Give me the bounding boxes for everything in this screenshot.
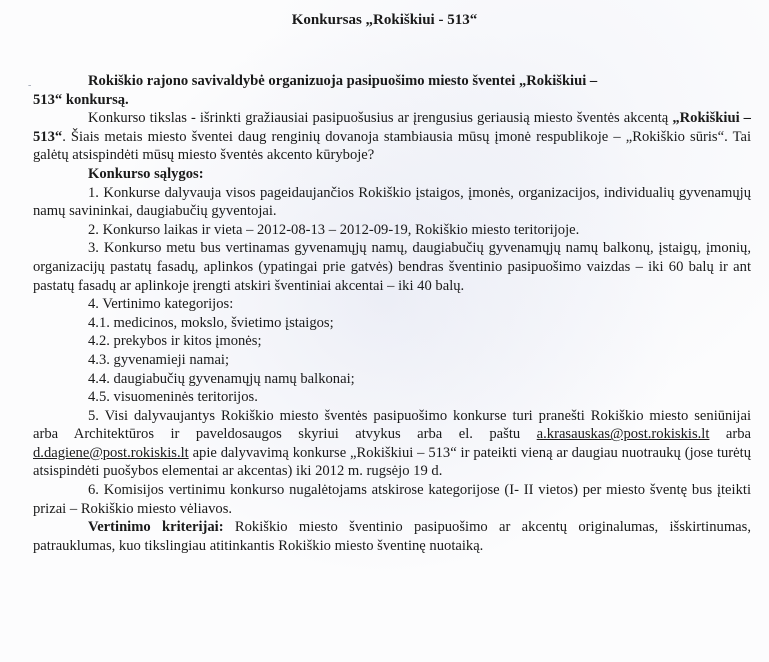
category-item: 4.5. visuomeninės teritorijos.	[88, 389, 258, 406]
purpose-paragraph	[33, 109, 751, 165]
condition-6: 6. Komisijos vertinimu konkurso nugalėtojams atskirose kategorijose (I- II vietos) per miesto šventę bus įteikti prizai – Rokiškio miesto vėliavos.	[33, 482, 751, 517]
conditions-heading: Konkurso sąlygos:	[88, 165, 204, 182]
intro-line-1: Rokiškio rajono savivaldybė organizuoja pasipuošimo miesto šventei „Rokiškiui –	[88, 73, 598, 89]
condition-1: 1. Konkurse dalyvauja visos pageidaujančios Rokiškio įstaigos, įmonės, organizacijos, individualių gyvenamųjų namų savininkai, daugiabučių gyventojai.	[33, 184, 751, 220]
criteria-text: Rokiškio miesto šventinio pasipuošimo ar akcentų originalumas, išskirtinumas, patrauklumas, kuo tikslingiau atitinkantis Rokiškio miesto šventinę nuotaiką.	[33, 519, 751, 554]
category-item: 4.2. prekybos ir kitos įmonės;	[88, 333, 262, 350]
criteria-heading: Vertinimo kriterijai:	[88, 519, 224, 536]
condition-3: 3. Konkurso metu bus vertinamas gyvenamųjų namų, daugiabučių gyvenamųjų namų balkonų, įstaigų, įmonių, organizacijų pastatų fasadų, aplinkos (ypatingai prie gatvės) bendras šventinio pasipuošimo vaizdas – iki 60 balų ir ant pastatų fasadų ar aplinkoje įrengti atskiri šventiniai akcentai – iki 40 balų.	[33, 240, 751, 294]
condition-2: 2. Konkurso laikas ir vieta – 2012-08-13 – 2012-09-19, Rokiškio miesto teritorijoje.	[88, 221, 580, 238]
intro-line-2: 513“ konkursą.	[33, 91, 129, 108]
criteria-paragraph	[33, 518, 751, 555]
intro-paragraph	[33, 72, 751, 109]
email-link-2[interactable]: d.dagiene@post.rokiskis.lt	[33, 444, 189, 461]
condition-5-or: arba	[709, 426, 751, 443]
condition-5-text-1: 5. Visi dalyvaujantys Rokiškio miesto šventės pasipuošimo konkurse turi pranešti Rokiškio miesto seniūnijai arba Architektūros ir paveldosaugos skyriui atvykus arba el. paštu	[33, 407, 751, 443]
page-title: Konkursas „Rokiškiui - 513“	[291, 12, 478, 28]
purpose-text-1: Konkurso tikslas - išrinkti gražiausiai pasipuošusius ar įrengusius geriausią miesto šventės akcentą	[88, 110, 673, 127]
condition-5-text-2: apie dalyvavimą konkurse „Rokiškiui – 513“ ir pateikti vieną ar daugiau nuotraukų (jose turėtų atsispindėti puošybos elementai ar akcentas) iki 2012 m. rugsėjo 19 d.	[33, 444, 751, 480]
purpose-text-2: . Šiais metais miesto šventei daug renginių dovanoja stambiausia mūsų įmonė respublikoje – „Rokiškio sūris“. Tai galėtų atsispindėti mūsų miesto šventės akcento kūryboje?	[33, 128, 751, 164]
purpose-contest-name: „Rokiškiui – 513“	[33, 110, 751, 145]
condition-4: 4. Vertinimo kategorijos:	[88, 296, 234, 313]
scan-mark: -	[28, 80, 32, 91]
category-item: 4.3. gyvenamieji namai;	[88, 351, 230, 368]
category-item: 4.4. daugiabučių gyvenamųjų namų balkonai;	[88, 370, 355, 387]
document-body	[33, 72, 751, 555]
condition-5	[33, 407, 751, 481]
email-link-1[interactable]: a.krasauskas@post.rokiskis.lt	[536, 426, 710, 443]
category-item: 4.1. medicinos, mokslo, švietimo įstaigos;	[88, 314, 334, 331]
